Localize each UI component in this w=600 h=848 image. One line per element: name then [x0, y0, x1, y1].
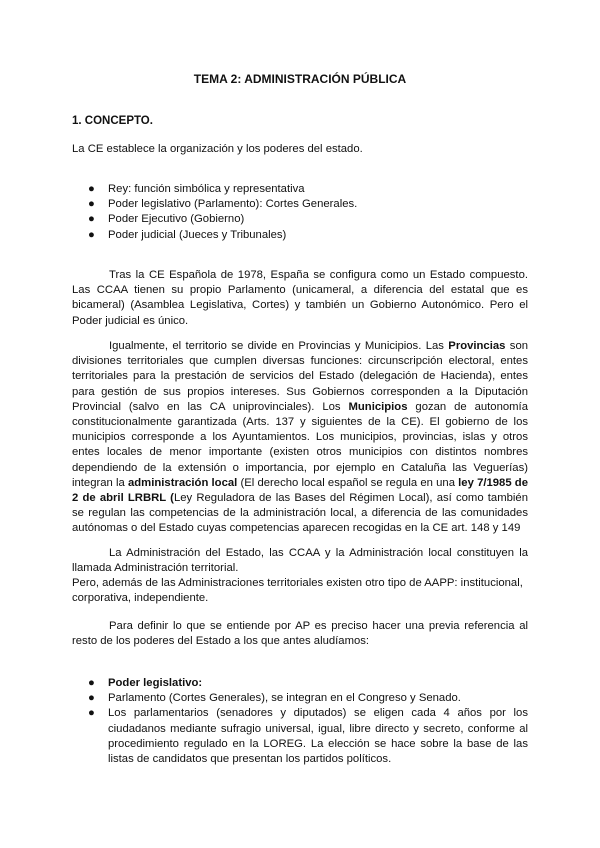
bold-administracion-local: administración local [128, 476, 238, 489]
paragraph-territorio [72, 339, 528, 537]
bullet-icon: ● [88, 228, 95, 241]
legislativo-item-text: Los parlamentarios (senadores y diputados) se eligen cada 4 años por los ciudadanos mediante sufragio universal, igual, libre directo y secreto, conforme al procedimiento regulado en la LOREG. La elección se hace sobre la base de las listas de candidatos que presentan los partidos políticos. [108, 707, 528, 766]
section-heading: 1. CONCEPTO. [72, 115, 153, 127]
legislativo-list-item [72, 691, 528, 706]
paragraph-definir-ap: Para definir lo que se entiende por AP es preciso hacer una previa referencia al resto de los poderes del Estado a los que antes aludíamos: [72, 620, 528, 648]
bold-provincias: Provincias [448, 340, 506, 352]
legislativo-heading-item [72, 676, 528, 691]
legislativo-item-text: Parlamento (Cortes Generales), se integran en el Congreso y Senado. [108, 692, 461, 705]
bullet-icon: ● [88, 198, 95, 211]
document-title: TEMA 2: ADMINISTRACIÓN PÚBLICA [193, 72, 407, 86]
powers-item-text: Poder Ejecutivo (Gobierno) [108, 213, 245, 226]
bullet-icon: ● [88, 183, 95, 195]
text-run: son divisiones territoriales que cumplen diversas funciones: circunscripción electoral, entes territoriales para la prestación de servicios del Estado (delegación de Hacienda), entes para gestión de sus propios intereses. Sus Gobiernos corresponden a la Diputación Provincial (salvo en las CA uniprovinciales). Los [72, 340, 529, 413]
powers-list-item [72, 212, 528, 227]
paragraph-administracion-territorial: La Administración del Estado, las CCAA y la Administración local constituyen la llamada Administración territorial. [72, 547, 528, 575]
legislativo-heading: Poder legislativo: [108, 677, 203, 689]
legislativo-list [72, 676, 528, 767]
powers-item-text: Poder judicial (Jueces y Tribunales) [108, 228, 287, 241]
powers-list [72, 182, 528, 243]
powers-list-item [72, 182, 528, 197]
bullet-icon: ● [88, 707, 95, 720]
intro-paragraph: La CE establece la organización y los poderes del estado. [72, 143, 363, 155]
bullet-icon: ● [88, 692, 95, 705]
bullet-icon: ● [88, 213, 95, 226]
bold-municipios: Municipios [348, 400, 408, 413]
legislativo-list-item [72, 706, 528, 767]
paragraph-estado-compuesto: Tras la CE Española de 1978, España se configura como un Estado compuesto. Las CCAA tienen su propio Parlamento (unicameral, a diferencia del estatal que es bicameral) (Asamblea Legislativa, Cortes) y también un Gobierno Autonómico. Pero el Poder judicial es único. [72, 269, 528, 327]
powers-list-item [72, 197, 528, 212]
text-run: gozan de autonomía constitucionalmente garantizada (Arts. 137 y siguientes de la CE). El gobierno de los municipios corresponde a los Ayuntamientos. Los municipios, provincias, islas y otros entes locales de menor importante (existen otros municipios con distintos nombres dependiendo de la extensión o importancia, por ejemplo en Cataluña las Veguerías) integran la [72, 400, 528, 489]
text-run: (El derecho local español se regula en una [237, 476, 459, 489]
bold-ley-7-1985: ley 7/1985 de 2 de abril LRBRL ( [72, 476, 528, 505]
powers-list-item [72, 228, 528, 243]
paragraph-otros-aapp: Pero, además de las Administraciones territoriales existen otro tipo de AAPP: institucional, corporativa, independiente. [72, 577, 523, 605]
text-run: Igualmente, el territorio se divide en Provincias y Municipios. Las [109, 340, 449, 352]
powers-item-text: Poder legislativo (Parlamento): Cortes Generales. [108, 198, 358, 211]
bullet-icon: ● [88, 677, 95, 689]
text-run: Ley Reguladora de las Bases del Régimen Local), así como también se regulan las competencias de la administración local, a diferencia de las comunidades autónomas o del Estado cuyas competencias aparecen recogidas en la CE art. 148 y 149 [72, 492, 528, 535]
powers-item-text: Rey: función simbólica y representativa [108, 183, 305, 195]
